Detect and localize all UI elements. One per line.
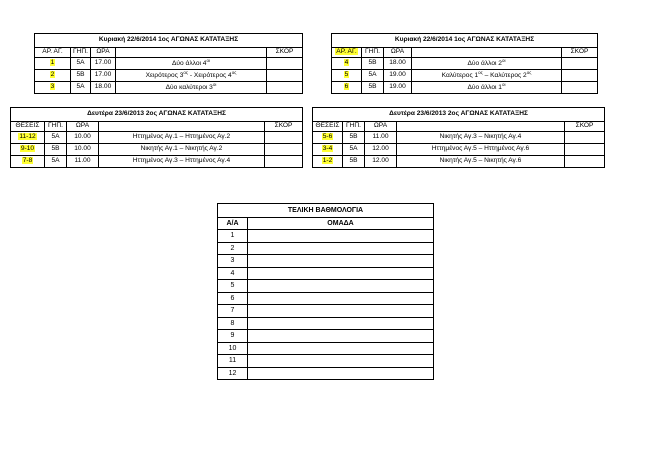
- score-cell[interactable]: [562, 70, 598, 82]
- score-cell[interactable]: [265, 156, 303, 168]
- table-row: [218, 330, 434, 343]
- court: 5Β: [343, 156, 365, 168]
- table-title: Δευτέρα 23/6/2013 2ος ΑΓΩΝΑΣ ΚΑΤΑΤΑΞΗΣ: [313, 108, 605, 122]
- game-id: 4: [344, 59, 349, 67]
- match: Νικητής Αγ.5 – Νικητής Αγ.6: [397, 156, 565, 168]
- time: 17.00: [91, 70, 116, 82]
- team-cell[interactable]: [248, 292, 434, 305]
- match: Δύο άλλοι $1^{o\iota}$: [412, 82, 562, 94]
- time: 19.00: [384, 70, 412, 82]
- rank: 10: [218, 342, 248, 355]
- table-row: [218, 242, 434, 255]
- court: 5Β: [343, 132, 365, 144]
- header-game-no: ΑΡ. ΑΓ.: [336, 48, 357, 56]
- table-row: [35, 58, 303, 70]
- team-cell[interactable]: [248, 305, 434, 318]
- score-cell[interactable]: [267, 58, 303, 70]
- header-court: ΓΗΠ.: [343, 122, 365, 132]
- score-cell[interactable]: [267, 82, 303, 94]
- header-match: [99, 122, 265, 132]
- rank: 2: [218, 242, 248, 255]
- match: Ηττημένος Αγ.1 – Ηττημένος Αγ.2: [99, 132, 265, 144]
- match: Δύο καλύτεροι $3^{o\iota}$: [116, 82, 267, 94]
- table-row: [332, 70, 598, 82]
- header-positions: ΘΕΣΕΙΣ: [11, 122, 45, 132]
- rank: 9: [218, 330, 248, 343]
- header-match: [412, 48, 562, 58]
- match: Νικητής Αγ.1 – Νικητής Αγ.2: [99, 144, 265, 156]
- team-cell[interactable]: [248, 230, 434, 243]
- match: Δύο άλλοι $4^{o\iota}$: [116, 58, 267, 70]
- score-cell[interactable]: [565, 132, 605, 144]
- game-id: 6: [344, 83, 349, 91]
- time: 11.00: [67, 156, 99, 168]
- schedule-table-monday-right: [312, 107, 605, 168]
- positions: 1-2: [322, 157, 333, 165]
- time: 17.00: [91, 58, 116, 70]
- header-time: ΩΡΑ: [384, 48, 412, 58]
- table-row: [218, 292, 434, 305]
- rank: 3: [218, 255, 248, 268]
- team-cell[interactable]: [248, 367, 434, 380]
- game-id: 1: [50, 59, 55, 67]
- header-rank: Α/Α: [218, 218, 248, 230]
- team-cell[interactable]: [248, 255, 434, 268]
- header-score: ΣΚΟΡ: [267, 48, 303, 58]
- match: Δύο άλλοι $2^{o\iota}$: [412, 58, 562, 70]
- table-row: [313, 156, 605, 168]
- court: 5Α: [71, 82, 91, 94]
- header-positions: ΘΕΣΕΙΣ: [313, 122, 343, 132]
- positions: 9-10: [20, 145, 35, 153]
- table-row: [218, 280, 434, 293]
- table-row: [35, 82, 303, 94]
- court: 5Β: [362, 58, 384, 70]
- score-cell[interactable]: [565, 156, 605, 168]
- header-score: ΣΚΟΡ: [265, 122, 303, 132]
- court: 5Α: [362, 70, 384, 82]
- final-standings-table: [217, 203, 434, 380]
- rank: 6: [218, 292, 248, 305]
- rank: 1: [218, 230, 248, 243]
- header-match: [397, 122, 565, 132]
- table-row: [332, 82, 598, 94]
- schedule-table-monday-left: [10, 107, 303, 168]
- header-time: ΩΡΑ: [67, 122, 99, 132]
- team-cell[interactable]: [248, 355, 434, 368]
- table-row: [35, 70, 303, 82]
- header-time: ΩΡΑ: [91, 48, 116, 58]
- team-cell[interactable]: [248, 242, 434, 255]
- header-score: ΣΚΟΡ: [562, 48, 598, 58]
- table-row: [218, 267, 434, 280]
- court: 5Β: [362, 82, 384, 94]
- rank: 8: [218, 317, 248, 330]
- schedule-table-sunday-right: [331, 33, 598, 94]
- rank: 12: [218, 367, 248, 380]
- table-row: [218, 317, 434, 330]
- table-row: [11, 156, 303, 168]
- table-row: [218, 367, 434, 380]
- table-title: Δευτέρα 23/6/2013 2ος ΑΓΩΝΑΣ ΚΑΤΑΤΑΞΗΣ: [11, 108, 303, 122]
- team-cell[interactable]: [248, 342, 434, 355]
- positions: 3-4: [322, 145, 333, 153]
- time: 19.00: [384, 82, 412, 94]
- table-title: Κυριακή 22/6/2014 1ος ΑΓΩΝΑΣ ΚΑΤΑΤΑΞΗΣ: [332, 34, 598, 48]
- header-court: ΓΗΠ.: [45, 122, 67, 132]
- header-score: ΣΚΟΡ: [565, 122, 605, 132]
- match: Νικητής Αγ.3 – Νικητής Αγ.4: [397, 132, 565, 144]
- score-cell[interactable]: [562, 58, 598, 70]
- schedule-table-sunday-left: [34, 33, 303, 94]
- score-cell[interactable]: [267, 70, 303, 82]
- court: 5Β: [71, 70, 91, 82]
- court: 5Α: [45, 132, 67, 144]
- table-row: [313, 144, 605, 156]
- time: 10.00: [67, 144, 99, 156]
- team-cell[interactable]: [248, 280, 434, 293]
- rank: 7: [218, 305, 248, 318]
- header-court: ΓΗΠ.: [362, 48, 384, 58]
- table-row: [11, 132, 303, 144]
- time: 11.00: [365, 132, 397, 144]
- positions: 11-12: [19, 133, 36, 141]
- time: 12.00: [365, 156, 397, 168]
- court: 5Α: [343, 144, 365, 156]
- time: 10.00: [67, 132, 99, 144]
- score-cell[interactable]: [565, 144, 605, 156]
- game-id: 2: [50, 71, 55, 79]
- time: 18.00: [384, 58, 412, 70]
- header-time: ΩΡΑ: [365, 122, 397, 132]
- score-cell[interactable]: [562, 82, 598, 94]
- time: 18.00: [91, 82, 116, 94]
- table-row: [218, 255, 434, 268]
- final-standings-title: ΤΕΛΙΚΗ ΒΑΘΜΟΛΟΓΙΑ: [218, 204, 434, 218]
- table-row: [332, 58, 598, 70]
- header-court: ΓΗΠ.: [71, 48, 91, 58]
- team-cell[interactable]: [248, 317, 434, 330]
- table-title: Κυριακή 22/6/2014 1ος ΑΓΩΝΑΣ ΚΑΤΑΤΑΞΗΣ: [35, 34, 303, 48]
- table-row: [218, 305, 434, 318]
- rank: 11: [218, 355, 248, 368]
- table-row: [218, 342, 434, 355]
- header-match: [116, 48, 267, 58]
- score-cell[interactable]: [265, 144, 303, 156]
- positions: 5-6: [322, 133, 333, 141]
- match: Χειρότερος $3^{o\varsigma}$ - Χειρότερος $4^{o\varsigma}$: [116, 70, 267, 82]
- table-row: [313, 132, 605, 144]
- match: Ηττημένος Αγ.3 – Ηττημένος Αγ.4: [99, 156, 265, 168]
- time: 12.00: [365, 144, 397, 156]
- court: 5Α: [45, 156, 67, 168]
- game-id: 3: [50, 83, 55, 91]
- table-row: [11, 144, 303, 156]
- court: 5Β: [45, 144, 67, 156]
- team-cell[interactable]: [248, 267, 434, 280]
- table-row: [218, 230, 434, 243]
- rank: 5: [218, 280, 248, 293]
- team-cell[interactable]: [248, 330, 434, 343]
- game-id: 5: [344, 71, 349, 79]
- match: Ηττημένος Αγ.5 – Ηττημένος Αγ.6: [397, 144, 565, 156]
- court: 5Α: [71, 58, 91, 70]
- score-cell[interactable]: [265, 132, 303, 144]
- rank: 4: [218, 267, 248, 280]
- header-team: ΟΜΑΔΑ: [248, 218, 434, 230]
- positions: 7-8: [22, 157, 33, 165]
- header-game-no: ΑΡ. ΑΓ.: [35, 48, 71, 58]
- match: Καλύτερος $1^{o\varsigma}$ – Καλύτερος $2^{o\varsigma}$: [412, 70, 562, 82]
- table-row: [218, 355, 434, 368]
